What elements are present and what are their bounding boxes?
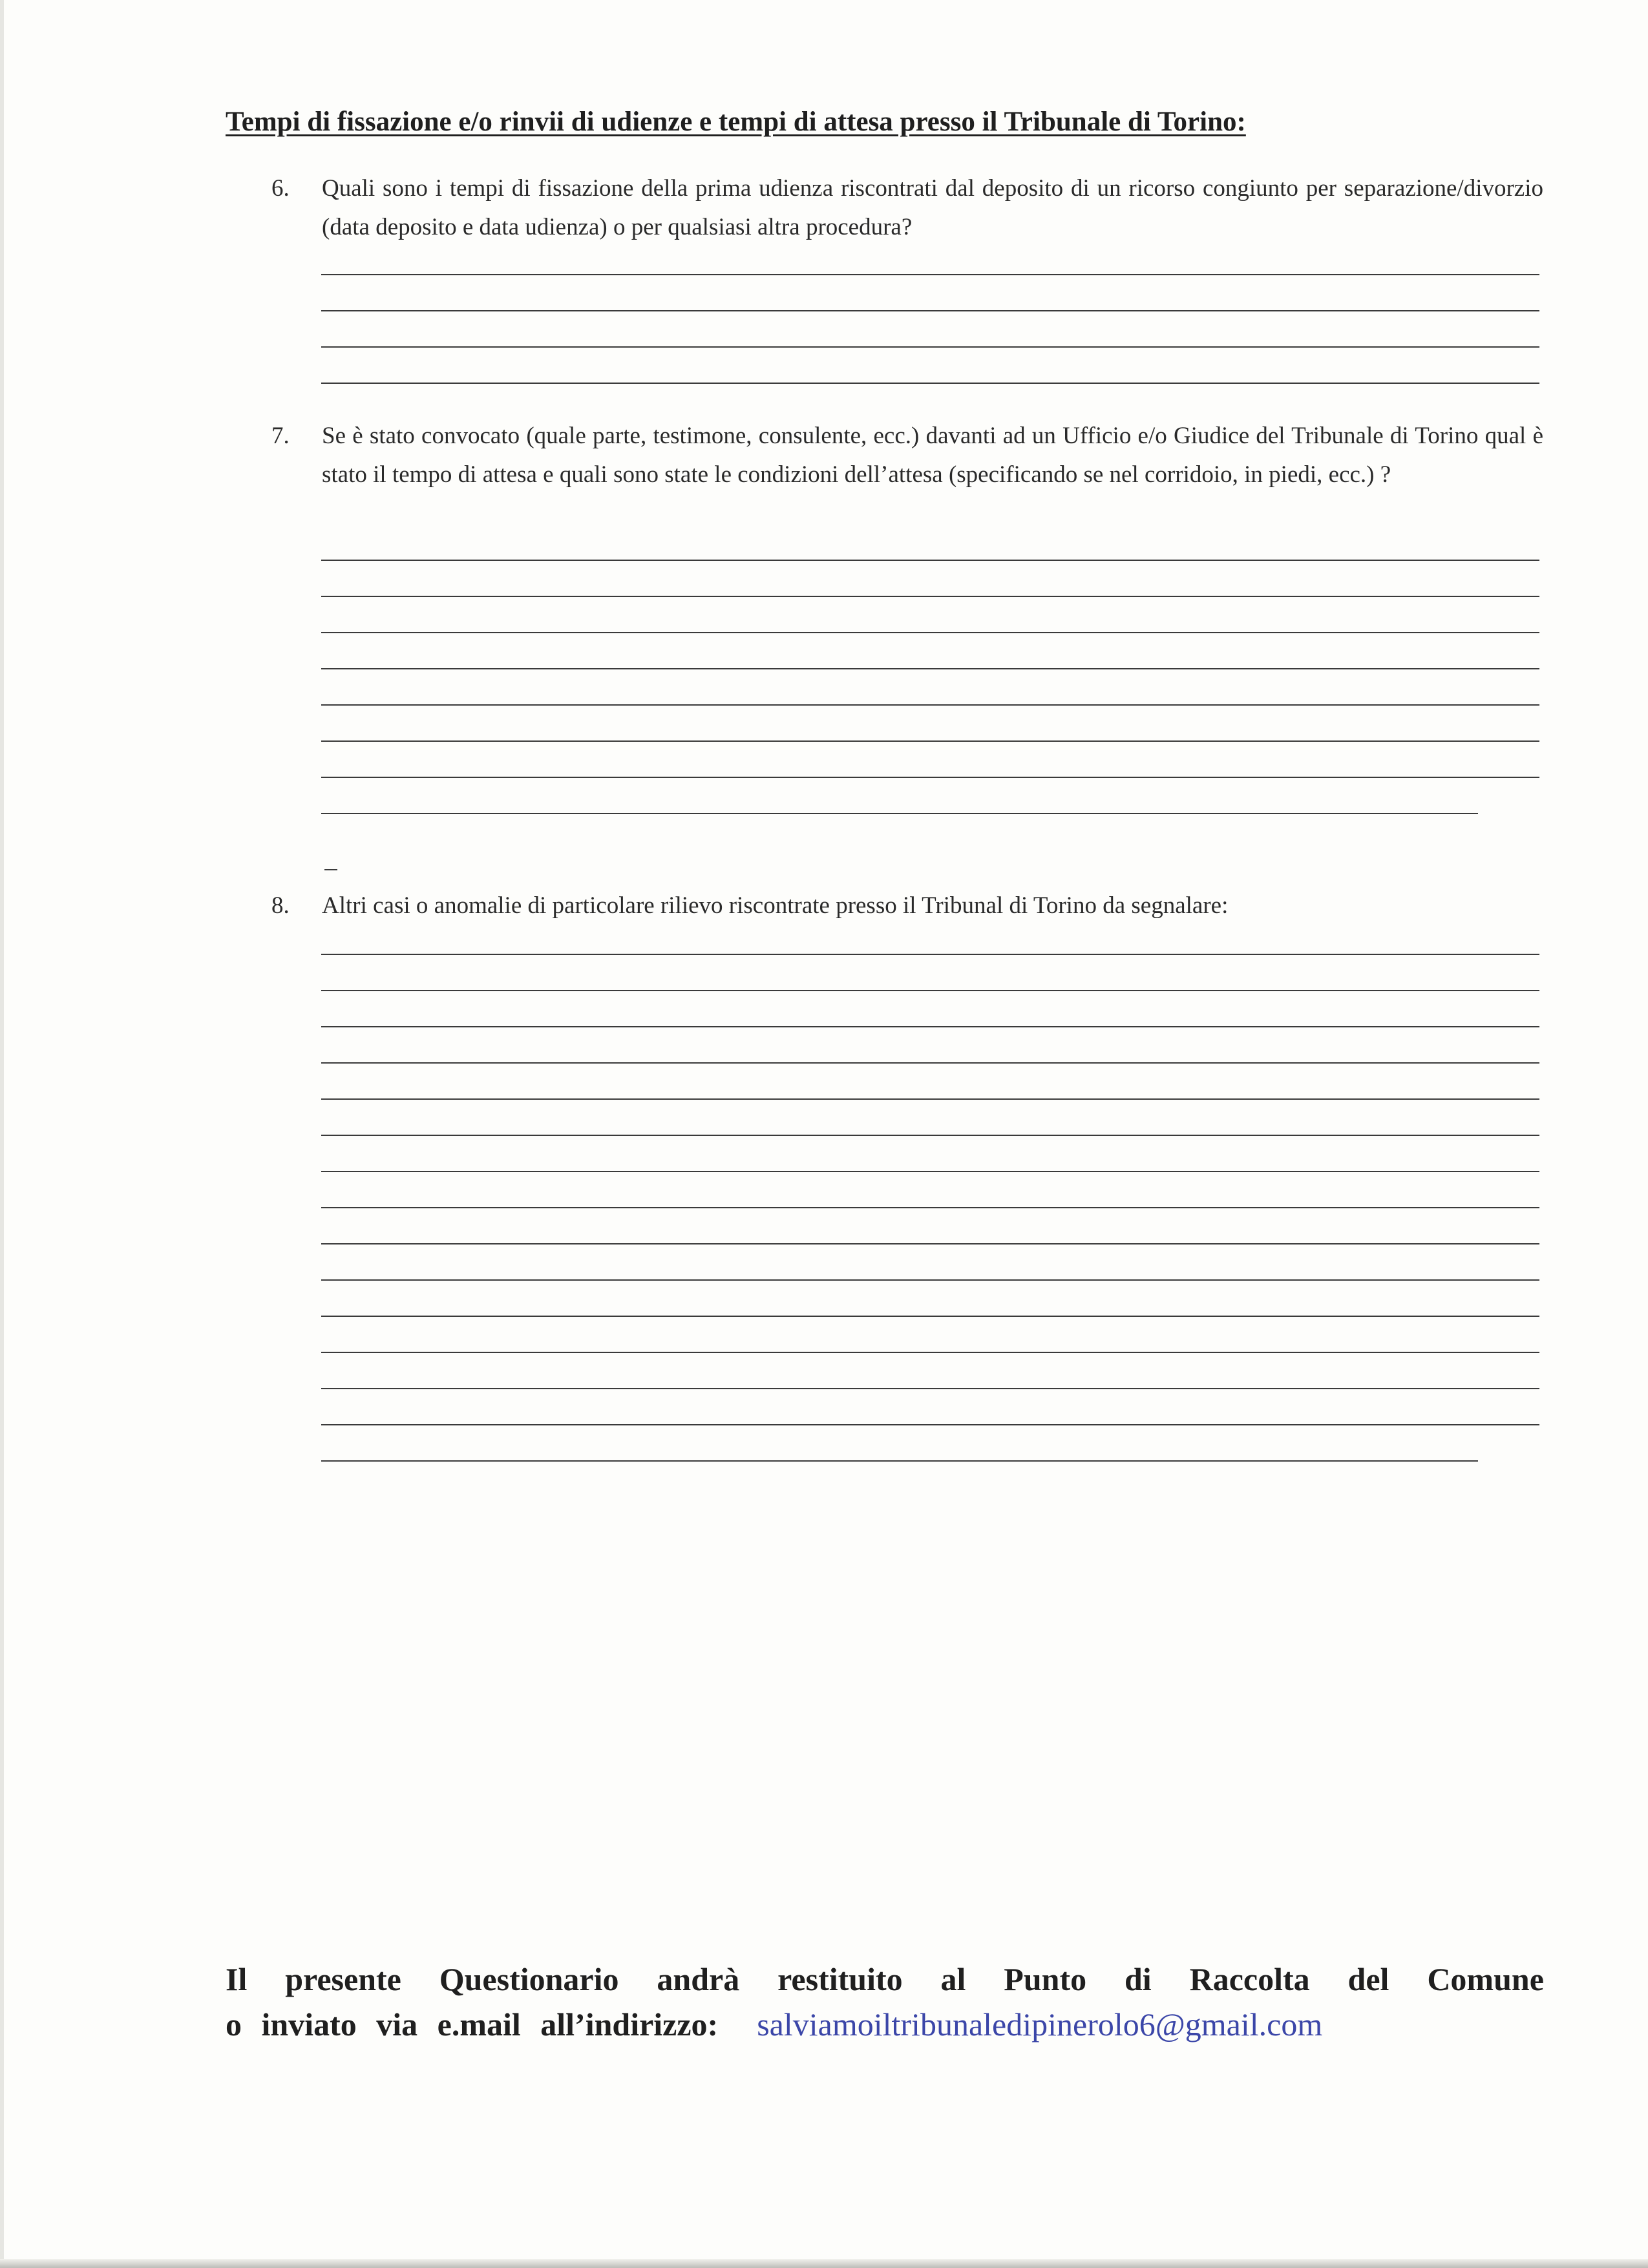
answer-line[interactable]: [321, 275, 1539, 311]
footer-word: al: [940, 1961, 966, 1997]
question-number: 7.: [271, 423, 290, 449]
answer-lines-8: [321, 919, 1539, 1462]
answer-line[interactable]: [321, 706, 1539, 742]
footer-word: del: [1347, 1961, 1389, 1997]
footer-line-1: [226, 1957, 1544, 2002]
footer-word: Raccolta: [1189, 1961, 1310, 1997]
answer-line[interactable]: [321, 239, 1539, 275]
answer-line[interactable]: [321, 1100, 1539, 1136]
answer-line[interactable]: [321, 311, 1539, 348]
footer-word: Punto: [1004, 1961, 1087, 1997]
answer-lines-6: [321, 239, 1539, 384]
answer-line[interactable]: [321, 919, 1539, 955]
answer-line[interactable]: [321, 991, 1539, 1027]
answer-line[interactable]: [321, 633, 1539, 669]
answer-line[interactable]: [321, 597, 1539, 633]
section-heading: Tempi di fissazione e/o rinvii di udienze e tempi di attesa presso il Tribunale di Torino:: [226, 107, 1246, 137]
answer-line[interactable]: [321, 742, 1539, 778]
question-number: 6.: [271, 175, 290, 202]
email-address-link[interactable]: salviamoiltribunaledipinerolo6@gmail.com: [757, 2006, 1323, 2042]
footer-word: presente: [285, 1961, 401, 1997]
answer-line[interactable]: [321, 1244, 1539, 1281]
answer-line[interactable]: [321, 1353, 1539, 1389]
answer-line[interactable]: [321, 1317, 1539, 1353]
footer-word: Il: [226, 1961, 248, 1997]
question-text: Se è stato convocato (quale parte, testimone, consulente, ecc.) davanti ad un Ufficio e/o Giudice del Tribunale di Torino qual è stato il tempo di attesa e quali sono state le condizioni dell’attesa (specificando se nel corridoio, in piedi, ecc.) ?: [322, 423, 1543, 488]
footer-word: andrà: [657, 1961, 740, 1997]
answer-line[interactable]: [321, 1208, 1539, 1244]
answer-line[interactable]: [321, 1281, 1539, 1317]
footer-email-intro: o inviato via e.mail all’indirizzo:: [226, 2006, 719, 2042]
answer-line[interactable]: [321, 525, 1539, 561]
answer-line[interactable]: [321, 1136, 1539, 1172]
answer-line[interactable]: [321, 1027, 1539, 1064]
question-number: 8.: [271, 892, 290, 919]
footer-word: Comune: [1427, 1961, 1544, 1997]
answer-line[interactable]: [321, 348, 1539, 384]
footer-line-2: [226, 2002, 1544, 2047]
answer-line[interactable]: [321, 778, 1478, 814]
question-text: Altri casi o anomalie di particolare rilievo riscontrate presso il Tribunal di Torino da segnalare:: [322, 892, 1229, 919]
question-text: Quali sono i tempi di fissazione della prima udienza riscontrati dal deposito di un ricorso congiunto per separazione/divorzio (data deposito e data udienza) o per qualsiasi altra procedura?: [322, 175, 1543, 240]
footer-word: di: [1125, 1961, 1152, 1997]
answer-line[interactable]: [321, 1064, 1539, 1100]
return-instructions: [226, 1957, 1544, 2047]
footer-word: restituito: [777, 1961, 903, 1997]
answer-line[interactable]: [321, 561, 1539, 597]
stray-dash: [324, 869, 337, 870]
answer-line[interactable]: [321, 1425, 1478, 1462]
answer-line[interactable]: [321, 955, 1539, 991]
answer-line[interactable]: [321, 1389, 1539, 1425]
answer-lines-7: [321, 525, 1539, 814]
scan-bottom-edge: [0, 2259, 1648, 2268]
scan-left-edge: [0, 0, 4, 2268]
answer-line[interactable]: [321, 669, 1539, 706]
answer-line[interactable]: [321, 1172, 1539, 1208]
footer-word: Questionario: [439, 1961, 619, 1997]
